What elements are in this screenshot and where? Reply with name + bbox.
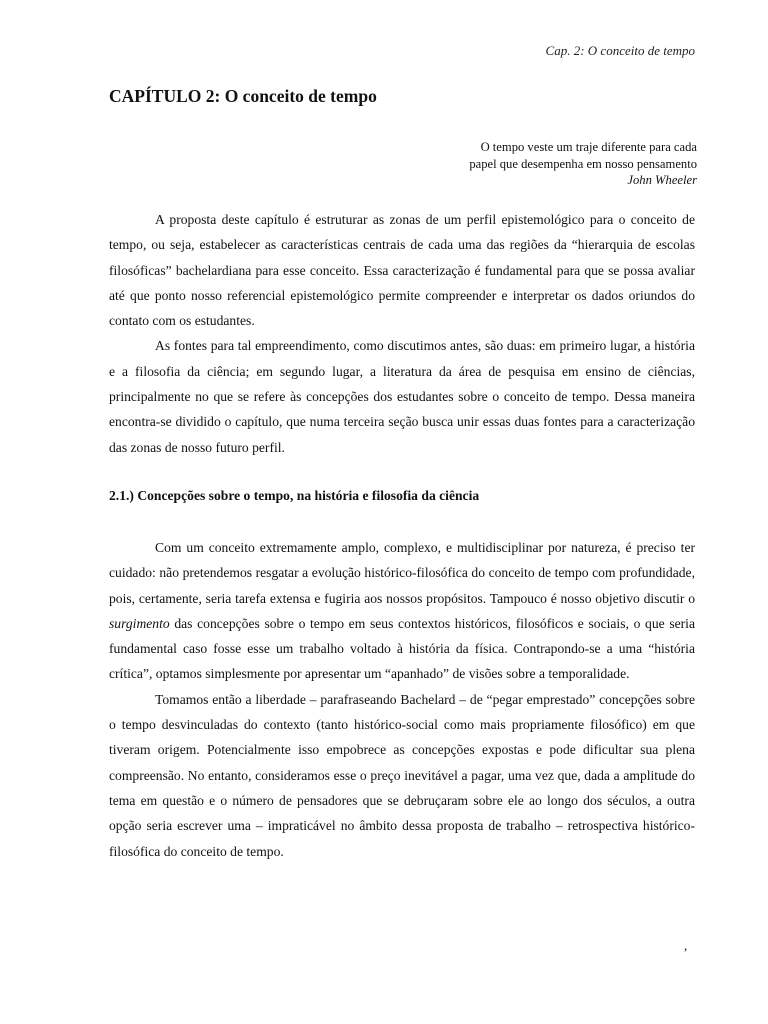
section-paragraph-2: Tomamos então a liberdade – parafraseando Bachelard – de “pegar emprestado” concepções sobre o tempo desvinculadas do contexto (tanto histórico-social como mais propriamente filosófico) em que tiveram origem. Potencialmente isso empobrece as concepções expostas e pode dificultar sua plena compreensão. No entanto, consideramos esse o preço inevitável a pagar, uma vez que, dada a amplitude do tema em questão e o número de pensadores que se debruçaram sobre ele ao longo dos séculos, a outra opção seria escrever uma – impraticável no âmbito dessa proposta de trabalho – retrospectiva histórico-filosófica do conceito de tempo. [109,691,695,859]
section-paragraph-1 [109,535,695,687]
chapter-title: CAPÍTULO 2: O conceito de tempo [109,86,377,106]
page-mark: , [684,938,688,953]
intro-paragraph-2: As fontes para tal empreendimento, como discutimos antes, são duas: em primeiro lugar, a história e a filosofia da ciência; em segundo lugar, a literatura da área de pesquisa em ensino de ciências, principalmente no que se refere às concepções dos estudantes sobre o conceito de tempo. Dessa maneira encontra-se dividido o capítulo, que numa terceira seção busca unir essas duas fontes para a caracterização das zonas de nosso futuro perfil. [109,338,695,455]
section-heading: 2.1.) Concepções sobre o tempo, na história e filosofia da ciência [109,488,480,503]
epigraph-author: John Wheeler [627,173,697,187]
section-paragraph-1-part-b: das concepções sobre o tempo em seus contextos históricos, filosóficos e sociais, o que seria fundamental caso fosse esse um trabalho voltado à história da física. Contrapondo-se a uma “história crítica”, optamos simplesmente por apresentar um “apanhado” de visões sobre a temporalidade. [109,615,695,682]
intro-paragraph-1: A proposta deste capítulo é estruturar as zonas de um perfil epistemológico para o conceito de tempo, ou seja, estabelecer as características centrais de cada uma das regiões da “hierarquia de escolas filosóficas” bachelardiana para esse conceito. Essa caracterização é fundamental para que se possa avaliar até que ponto nosso referencial epistemológico permite compreender e interpretar os dados oriundos do contato com os estudantes. [109,212,695,329]
section-paragraph-1-part-a: Com um conceito extremamente amplo, complexo, e multidisciplinar por natureza, é preciso ter cuidado: não pretendemos resgatar a evolução histórico-filosófica do conceito de tempo com profundidade, pois, certamente, seria tarefa extensa e fugiria aos nossos propósitos. Tampouco é nosso objetivo discutir o [109,540,695,606]
epigraph [297,139,697,189]
running-header: Cap. 2: O conceito de tempo [545,43,695,58]
intro-text [109,207,695,460]
section-text [109,535,695,864]
emphasized-term: surgimento [109,615,170,631]
epigraph-line-1: O tempo veste um traje diferente para cada [480,140,697,154]
epigraph-line-2: papel que desempenha em nosso pensamento [469,156,697,171]
